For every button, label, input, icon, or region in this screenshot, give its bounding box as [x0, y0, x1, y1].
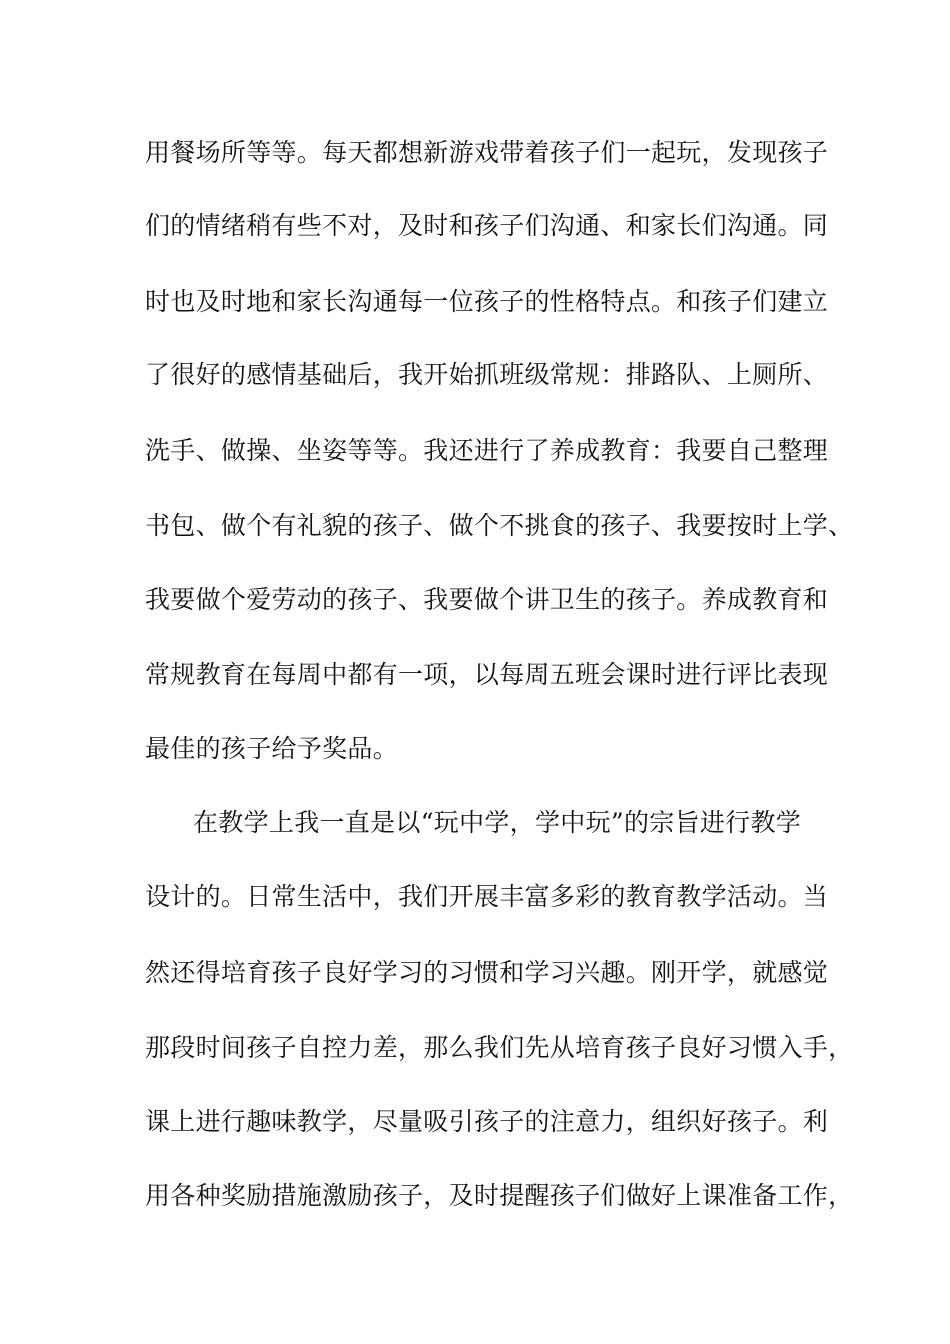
text-line: 时也及时地和家长沟通每一位孩子的性格特点。和孩子们建立: [145, 287, 829, 316]
text-line: 用各种奖励措施激励孩子，及时提醒孩子们做好上课准备工作，: [145, 1181, 854, 1210]
text-line: 设计的。日常生活中，我们开展丰富多彩的教育教学活动。当: [145, 882, 829, 911]
text-line: 最佳的孩子给予奖品。: [145, 734, 399, 763]
text-line: 书包、做个有礼貌的孩子、做个不挑食的孩子、我要按时上学、: [145, 511, 854, 540]
paragraph-first-line: 在教学上我一直是以“玩中学，学中玩”的宗旨进行教学: [193, 808, 802, 837]
text-line: 了很好的感情基础后，我开始抓班级常规：排路队、上厕所、: [145, 360, 829, 389]
text-line: 然还得培育孩子良好学习的习惯和学习兴趣。刚开学，就感觉: [145, 958, 829, 987]
text-line: 用餐场所等等。每天都想新游戏带着孩子们一起玩，发现孩子: [145, 138, 829, 167]
text-line: 课上进行趣味教学，尽量吸引孩子的注意力，组织好孩子。利: [145, 1107, 829, 1136]
text-line: 那段时间孩子自控力差，那么我们先从培育孩子良好习惯入手，: [145, 1033, 854, 1062]
text-line: 我要做个爱劳动的孩子、我要做个讲卫生的孩子。养成教育和: [145, 585, 829, 614]
text-line: 常规教育在每周中都有一项，以每周五班会课时进行评比表现: [145, 660, 829, 689]
text-line: 们的情绪稍有些不对，及时和孩子们沟通、和家长们沟通。同: [145, 211, 829, 240]
text-line: 洗手、做操、坐姿等等。我还进行了养成教育：我要自己整理: [145, 436, 829, 465]
